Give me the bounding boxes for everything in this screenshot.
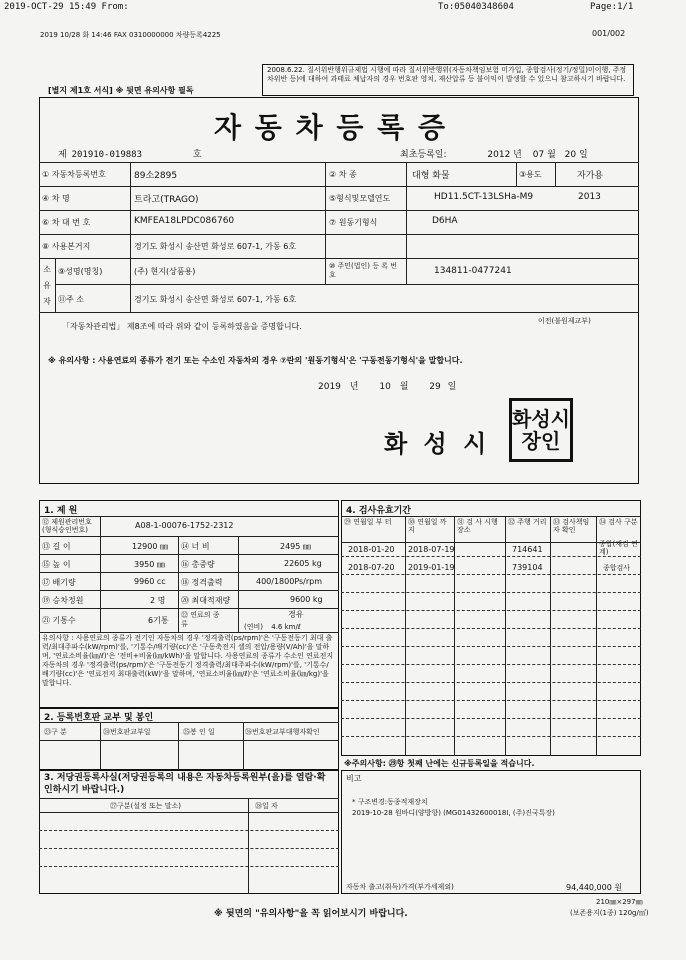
fuel-type: 경유 <box>288 610 304 619</box>
first-registration-label: 최초등록일: <box>400 150 447 160</box>
fax-transmit-line: 2019 10/28 화 14:46 FAX 0310000000 차량등록4225 <box>40 31 221 39</box>
registration-number-suffix: 호 <box>192 150 202 160</box>
first-reg-month-label: 월 <box>547 150 556 160</box>
inspect-row-1-from: 2018-01-20 <box>348 545 395 554</box>
plate-col-issue-date: ㉔번호판교부일 <box>103 728 151 736</box>
issuer-name: 화 성 시 <box>384 429 491 458</box>
owner-address: 경기도 화성시 송산면 화성로 607-1, 가동 6호 <box>134 295 297 304</box>
label-fuel-type: ㉒ 연료의 종류 <box>181 611 220 628</box>
label-usage: ③용도 <box>519 170 542 179</box>
label-corp-number: ⑩ 주민(법인) 등 록 번 호 <box>329 262 397 279</box>
paper-size: 210㎜×297㎜ <box>596 898 643 906</box>
inspect-col-place: ㉛ 검 사 시행장소 <box>457 518 498 534</box>
rated-output: 400/1800 <box>256 577 295 586</box>
label-height: ⑮ 높 이 <box>42 560 71 569</box>
inspect-row-1-type: 종합(재검 연계) <box>599 540 638 556</box>
issue-year-label: 년 <box>349 382 359 392</box>
cylinders-value <box>148 615 169 626</box>
label-vehicle-type: ② 차 종 <box>329 170 357 179</box>
displacement-value <box>134 577 166 586</box>
plate-section-title: 2. 등록번호판 교부 및 봉인 <box>44 713 154 723</box>
width: 2495 <box>280 542 301 551</box>
certification-statement: 「자동차관리법」 제8조에 따라 위와 같이 등록하였음을 증명합니다. <box>62 322 302 331</box>
max-load-unit: kg <box>312 595 323 604</box>
mortgage-section-title: 3. 저당권등록사실(저당권등록의 내용은 자동차등록원부(을)를 열람·확인하시기 바랍니다.) <box>44 773 326 795</box>
first-reg-month: 07 <box>532 150 545 160</box>
inspection-footnote: ※주의사항: ㉙항 첫째 난에는 신규등록일을 적습니다. <box>344 759 535 768</box>
label-gross-weight: ⑯ 총중량 <box>181 560 215 569</box>
inspect-col-to: ㉚ 연월일 까 지 <box>408 518 447 534</box>
label-base-location: ⑧ 사용본거지 <box>42 242 91 251</box>
fax-transmit-page: 001/002 <box>592 29 626 38</box>
gross-weight: 22605 <box>284 559 310 568</box>
seats: 2 <box>150 596 156 605</box>
label-width: ⑭ 너 비 <box>181 542 210 551</box>
issue-day: 29 <box>429 382 441 392</box>
spec-section-title: 1. 제 원 <box>44 506 78 516</box>
displacement-unit: cc <box>156 577 166 586</box>
issue-month-label: 월 <box>399 382 409 392</box>
fax-header-from: 2019-OCT-29 15:49 From: <box>4 2 129 12</box>
label-engine-type: ⑦ 원동기형식 <box>329 218 378 227</box>
inspect-row-2-type: 종합검사 <box>603 564 631 572</box>
plate-col-agent-confirm: ㉖번호판교부대행자확인 <box>245 728 320 736</box>
vehicle-type: 대형 화물 <box>412 171 450 181</box>
inspect-col-kind: ㉞ 검사 구분 <box>599 518 638 526</box>
vin: KMFEA18LPDC086760 <box>134 216 235 226</box>
label-vin: ⑥ 차 대 번 호 <box>42 218 91 227</box>
fuel-efficiency-unit: km/ℓ <box>284 623 301 631</box>
first-reg-year: 2012 <box>487 150 511 160</box>
inspect-col-inspector: ㉝ 검사책임자 확인 <box>553 518 590 534</box>
fax-header-page: Page:1/1 <box>590 2 634 12</box>
inspect-col-mileage: ㉜ 주행 거리 <box>508 518 547 526</box>
length-unit: ㎜ <box>160 542 168 551</box>
first-registration-date <box>400 147 588 160</box>
label-vehicle-number: ① 자동차등록번호 <box>42 170 106 179</box>
corp-number: 134811-0477241 <box>434 266 512 276</box>
issue-year: 2019 <box>318 382 341 392</box>
issue-day-label: 일 <box>447 382 457 392</box>
mortgage-col-type: ㉗구분(설정 또는 말소) <box>110 802 182 810</box>
rated-output-value <box>256 577 322 586</box>
plate-col-type: ㉓구 분 <box>44 728 67 736</box>
max-load-value <box>290 595 323 604</box>
registration-number: 201910-019883 <box>71 150 143 160</box>
official-seal <box>509 398 573 462</box>
fuel-efficiency-row <box>244 622 301 632</box>
fuel-efficiency: 4.6 <box>271 623 283 631</box>
remarks-label: 비고 <box>346 774 362 783</box>
model-year: 2013 <box>578 192 601 202</box>
height-value <box>134 559 165 570</box>
model-type: HD11.5CT-13LSHa-M9 <box>434 192 534 202</box>
first-reg-year-label: 년 <box>513 150 522 160</box>
inspection-section-title: 4. 검사유효기간 <box>346 506 411 516</box>
label-displacement: ⑰ 배기량 <box>42 578 76 587</box>
price-value: 94,440,000 원 <box>566 883 623 892</box>
label-owner: 소 유 자 <box>43 265 51 306</box>
inspect-row-1-mileage: 714641 <box>512 545 543 554</box>
fax-header-to: To:05040348604 <box>438 2 514 12</box>
fine-notice-text: 2008.6.22. 질서위반행위규제법 시행에 따라 질서위반행위(자동차책임보험 미가입, 종합검사(정기/정밀)미이행, 주정차위반 등)에 대하여 과태료 체납자의 경우 번호판 영치, 재산압류 등 불이익이 발생할 수 있으니 참고하시기 바랍니다. <box>267 66 627 83</box>
remarks-box <box>341 770 641 894</box>
label-length: ⑬ 길 이 <box>42 542 71 551</box>
fuel-efficiency-label: (연비) <box>244 623 263 631</box>
inspect-row-2-from: 2018-07-20 <box>348 563 395 572</box>
length-value <box>132 541 168 552</box>
vehicle-name: 트라고(TRAGO) <box>134 195 199 205</box>
displacement: 9960 <box>134 577 155 586</box>
width-unit: ㎜ <box>302 542 311 551</box>
rated-output-unit: Ps/rpm <box>294 577 323 586</box>
height-unit: ㎜ <box>156 560 165 569</box>
issue-month: 10 <box>379 382 391 392</box>
remarks-line-2: 2019-10-28 원바디(양방향) (MG01432600018I, (주)진국특장) <box>352 809 555 817</box>
seats-value <box>150 595 165 606</box>
label-vehicle-name: ④ 차 명 <box>42 194 70 203</box>
seats-unit: 명 <box>157 596 166 605</box>
cylinders: 6 <box>148 616 154 625</box>
registration-number-row <box>58 147 202 160</box>
engine-type: D6HA <box>432 216 458 226</box>
transfer-note: 이전(불원제교부) <box>538 317 591 325</box>
inspect-col-from: ㉙ 연월일 부 터 <box>344 518 392 526</box>
document-title: 자 동 차 등 록 증 <box>214 111 448 144</box>
label-owner-name: ⑨성명(명칭) <box>58 267 103 276</box>
usage: 자가용 <box>577 171 604 181</box>
vehicle-number: 89소2895 <box>134 171 178 181</box>
max-load: 9600 <box>290 595 311 604</box>
height: 3950 <box>134 560 155 569</box>
plate-col-seal-date: ㉕봉 인 일 <box>183 728 215 736</box>
paper-type: (보존용지(1종) 120g/㎡) <box>570 909 649 917</box>
label-seats: ⑲ 승차정원 <box>42 596 84 605</box>
spec-note: 유의사항 : 사용연료의 종류가 전기인 자동차의 경우 '정격출력(ps/rpm)'은 '구동전동기 최대 출력/최대주파수(kW/rpm)'를, '기통수/배기량(cc)'은 '구동축전지 셀의 전압/용량(V/Ah)'을 말하며, '연료소비율(㎞/ℓ)'은 '전비+비율(㎞/kWh)'을 말합니다. 사용연료의 종류가 수소인 연료전지 자동차의 경우 '정격출력(ps/rpm)'은 '구동전동기 정격출력/최대주파수(kW/rpm)'를, '기통수/배기량(cc)'은 '연료전지 최대출력(kW)'을 말하며, '연료소비율(㎞/ℓ)'은 '연료소비율(㎞/kg)'을 말합니다. <box>42 634 334 687</box>
inspect-row-2-to: 2019-01-19 <box>408 563 455 572</box>
label-spec-mgmt-no: ⑫ 제원관리번호 (형식승인번호) <box>42 518 92 534</box>
gross-weight-unit: kg <box>312 559 322 568</box>
owner-name: (주) 현지(상품용) <box>134 267 196 276</box>
footer-notice: ※ 뒷면의 "유의사항"을 꼭 읽어보시기 바랍니다. <box>214 909 408 919</box>
label-cylinders: ㉑ 기통수 <box>42 616 76 625</box>
label-model-year: ⑤형식및모델연도 <box>329 194 391 203</box>
registration-number-label: 제 <box>58 150 67 160</box>
label-rated-output: ⑱ 정격출력 <box>181 578 223 587</box>
first-reg-day-label: 일 <box>578 150 588 160</box>
spec-mgmt-no: A08-1-00076-1752-2312 <box>135 521 234 530</box>
seal-text: 화성시장인 <box>512 407 570 453</box>
issue-date <box>318 379 456 392</box>
label-max-load: ⑳ 최대적재량 <box>181 596 231 605</box>
label-owner-address: ⑪주 소 <box>58 295 84 304</box>
form-label: [별지 제1호 서식] ※ 뒷면 유의사항 필독 <box>48 86 194 95</box>
fuel-caution: ※ 유의사항 : 사용연료의 종류가 전기 또는 수소인 자동차의 경우 ⑦란의 '원동기형식'은 '구동전동기형식'을 말합니다. <box>48 356 463 365</box>
first-reg-day: 20 <box>564 150 577 160</box>
remarks-line-1: * 구조변경:동종적재장치 <box>352 798 428 806</box>
mortgage-col-date: ㉘일 자 <box>255 802 278 810</box>
price-label: 자동차 출고(취득)가격(부가세제외) <box>346 883 454 891</box>
gross-weight-value <box>284 559 322 568</box>
inspect-row-1-to: 2018-07-19 <box>408 545 455 554</box>
inspect-row-2-mileage: 739104 <box>512 563 543 572</box>
length: 12900 <box>132 542 158 551</box>
width-value <box>280 541 311 552</box>
base-location: 경기도 화성시 송산면 화성로 607-1, 가동 6호 <box>134 242 297 251</box>
cylinders-unit: 기통 <box>153 616 169 625</box>
fine-notice-box <box>262 64 634 96</box>
